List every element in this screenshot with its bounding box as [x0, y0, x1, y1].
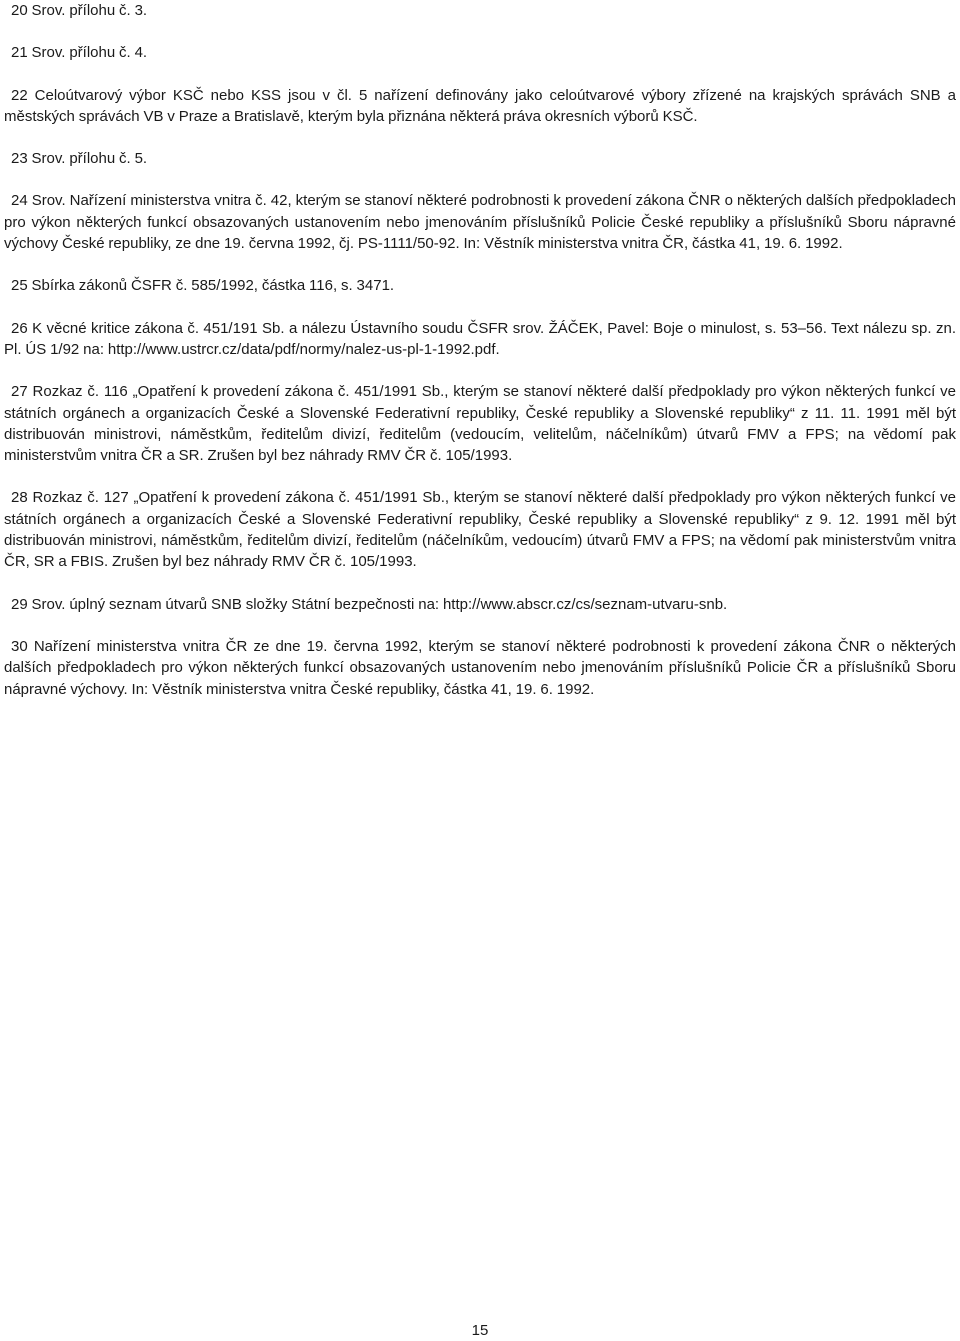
footnote-26: 26 K věcné kritice zákona č. 451/191 Sb. a nálezu Ústavního soudu ČSFR srov. ŽÁČEK, Pavel: Boje o minulost, s. 53–56. Text nálezu sp. zn. Pl. ÚS 1/92 na: http://www.ustrcr.cz/data/pdf/normy/nalez-us-pl-1-1992.pdf. [4, 319, 956, 358]
footnote-21: 21 Srov. přílohu č. 4. [11, 44, 148, 62]
footnote-28: 28 Rozkaz č. 127 „Opatření k provedení zákona č. 451/1991 Sb., kterým se stanoví některé další předpoklady pro výkon některých funkcí ve státních orgánech a organizacích České a Slovenské Federativní republiky, České republiky a Slovenské republiky“ z 9. 12. 1991 měl být distribuován ministrovi, náměstkům, ředitelům divizí, ředitelům (náčelníkům, vedoucím) útvarů FMV a FPS; na vědomí pak ministerstvům vnitra ČR, SR a FBIS. Zrušen byl bez náhrady RMV ČR č. 105/1993. [4, 489, 956, 571]
page-number: 15 [471, 1322, 489, 1339]
footnotes-section [4, 0, 956, 721]
footnote-29: 29 Srov. úplný seznam útvarů SNB složky Státní bezpečnosti na: http://www.abscr.cz/cs/seznam-utvaru-snb. [11, 595, 728, 613]
footnote-24: 24 Srov. Nařízení ministerstva vnitra č. 42, kterým se stanoví některé podrobnosti k provedení zákona ČNR o některých dalších předpokladech pro výkon některých funkcí obsazovaných ustanovením nebo jmenováním příslušníků Policie České republiky a příslušníků Sboru nápravné výchovy České republiky, ze dne 19. června 1992, čj. PS-1111/50-92. In: Věstník ministerstva vnitra ČR, částka 41, 19. 6. 1992. [4, 192, 956, 253]
footnote-30: 30 Nařízení ministerstva vnitra ČR ze dne 19. června 1992, kterým se stanoví některé podrobnosti k provedení zákona ČNR o některých dalších předpokladech pro výkon některých funkcí obsazovaných ustanovením nebo jmenováním příslušníků Policie ČR a příslušníků Sboru nápravné výchovy. In: Věstník ministerstva vnitra České republiky, částka 41, 19. 6. 1992. [4, 637, 956, 698]
footnote-23: 23 Srov. přílohu č. 5. [11, 150, 148, 168]
footnote-27: 27 Rozkaz č. 116 „Opatření k provedení zákona č. 451/1991 Sb., kterým se stanoví některé další předpoklady pro výkon některých funkcí ve státních orgánech a organizacích České a Slovenské Federativní republiky, České republiky a Slovenské republiky“ z 11. 11. 1991 měl být distribuován ministrovi, náměstkům, ředitelům divizí, ředitelům (vedoucím, velitelům, náčelníkům) útvarů FMV a FPS; na vědomí pak ministerstvům vnitra ČR a SR. Zrušen byl bez náhrady RMV ČR č. 105/1993. [4, 383, 956, 465]
footnote-20: 20 Srov. přílohu č. 3. [11, 2, 148, 19]
footnote-25: 25 Sbírka zákonů ČSFR č. 585/1992, částka 116, s. 3471. [11, 277, 395, 295]
footnote-22: 22 Celoútvarový výbor KSČ nebo KSS jsou v čl. 5 nařízení definovány jako celoútvarové výbory zřízené na krajských správách SNB a městských správách VB v Praze a Bratislavě, kterým byla přiznána některá práva okresních výborů KSČ. [4, 86, 956, 125]
